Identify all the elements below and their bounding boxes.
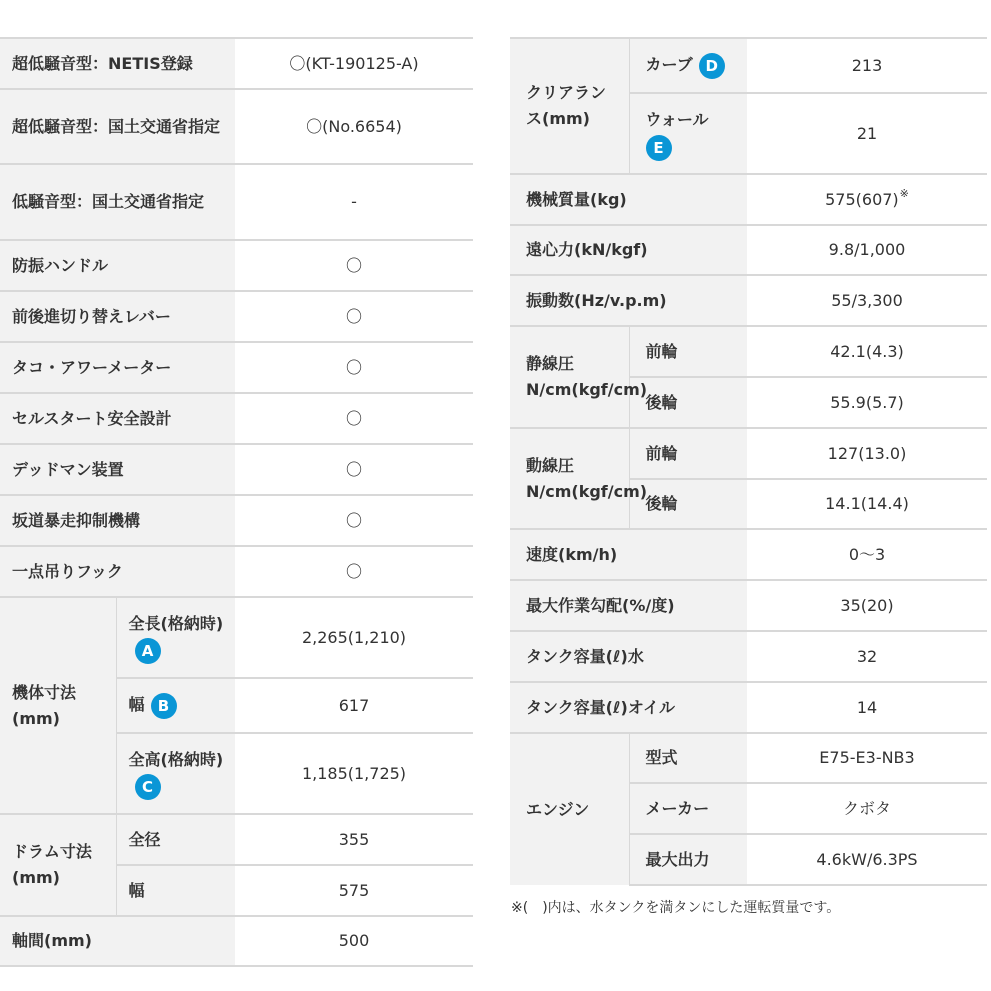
row-value: 〇 — [235, 444, 473, 495]
row-value: 〇(No.6654) — [235, 89, 473, 164]
row-value: 575(607) — [825, 189, 899, 209]
sub-label: メーカー — [629, 783, 747, 834]
row-value: 21 — [747, 93, 987, 174]
table-row — [510, 580, 987, 631]
spec-table-left — [0, 37, 473, 967]
table-row — [510, 682, 987, 733]
table-row — [0, 495, 473, 546]
row-label: 遠心力(kN/kgf) — [510, 225, 747, 275]
row-value: 1,185(1,725) — [235, 733, 473, 814]
row-value: E75-E3-NB3 — [747, 733, 987, 783]
row-label: タンク容量(ℓ)水 — [510, 631, 747, 682]
sub-label: 前輪 — [629, 326, 747, 377]
badge-e-icon: E — [646, 135, 672, 161]
row-value: 42.1(4.3) — [747, 326, 987, 377]
sub-label: 全長(格納時) — [128, 614, 224, 634]
group-label: クリアランス(mm) — [510, 38, 629, 174]
row-label: タコ・アワーメーター — [0, 342, 235, 393]
row-value: 〇 — [235, 393, 473, 444]
sub-label: 前輪 — [629, 428, 747, 479]
sub-label-cell — [629, 38, 747, 93]
row-value: クボタ — [747, 783, 987, 834]
row-value: 500 — [235, 916, 473, 966]
row-value: 213 — [747, 38, 987, 93]
note-mark: ※ — [899, 186, 909, 200]
row-value: - — [235, 164, 473, 240]
row-value: 〇 — [235, 291, 473, 342]
sub-label: 幅 — [128, 695, 145, 715]
table-row — [0, 814, 473, 865]
row-label: 超低騒音型：NETIS登録 — [0, 38, 235, 89]
row-value: 9.8/1,000 — [747, 225, 987, 275]
row-value-cell — [747, 174, 987, 225]
row-value: 127(13.0) — [747, 428, 987, 479]
sub-label: 幅 — [116, 865, 235, 916]
spec-table-right — [510, 37, 987, 886]
group-label: 動線圧N/cm(kgf/cm) — [510, 428, 629, 529]
row-value: 14 — [747, 682, 987, 733]
table-row — [510, 38, 987, 93]
row-label: 坂道暴走抑制機構 — [0, 495, 235, 546]
table-row — [0, 240, 473, 291]
table-row — [510, 631, 987, 682]
row-value: 〇 — [235, 240, 473, 291]
table-row — [0, 444, 473, 495]
row-value: 32 — [747, 631, 987, 682]
group-label: 静線圧N/cm(kgf/cm) — [510, 326, 629, 428]
row-value: 4.6kW/6.3PS — [747, 834, 987, 885]
row-value: 35(20) — [747, 580, 987, 631]
table-row — [510, 225, 987, 275]
sub-label: 後輪 — [629, 479, 747, 529]
row-label: 前後進切り替えレバー — [0, 291, 235, 342]
row-value: 0〜3 — [747, 529, 987, 580]
badge-d-icon: D — [699, 53, 725, 79]
badge-c-icon: C — [135, 774, 161, 800]
sub-label: 全高(格納時) — [128, 750, 224, 770]
table-row — [510, 326, 987, 377]
row-label: 一点吊りフック — [0, 546, 235, 597]
row-value: 〇(KT-190125-A) — [235, 38, 473, 89]
row-value: 〇 — [235, 495, 473, 546]
table-row — [0, 916, 473, 966]
row-value: 55/3,300 — [747, 275, 987, 326]
row-label: 機械質量(kg) — [510, 174, 747, 225]
badge-a-icon: A — [135, 638, 161, 664]
sub-label: 型式 — [629, 733, 747, 783]
table-row — [0, 89, 473, 164]
table-row — [510, 733, 987, 783]
table-row — [510, 275, 987, 326]
row-value: 〇 — [235, 546, 473, 597]
table-row — [0, 291, 473, 342]
sub-label: 全径 — [116, 814, 235, 865]
row-value: 14.1(14.4) — [747, 479, 987, 529]
row-label: 超低騒音型：国土交通省指定 — [0, 89, 235, 164]
sub-label-cell — [629, 93, 747, 174]
table-row — [510, 174, 987, 225]
table-row — [0, 546, 473, 597]
table-row — [0, 393, 473, 444]
sub-label: 後輪 — [629, 377, 747, 428]
row-label: デッドマン装置 — [0, 444, 235, 495]
row-value: 355 — [235, 814, 473, 865]
table-row — [0, 38, 473, 89]
footnote: ※( )内は、水タンクを満タンにした運転質量です。 — [511, 900, 841, 916]
group-label: ドラム寸法(mm) — [0, 814, 116, 916]
group-label: エンジン — [510, 733, 629, 885]
row-label: 振動数(Hz/v.p.m) — [510, 275, 747, 326]
sub-label: 最大出力 — [629, 834, 747, 885]
group-label: 機体寸法(mm) — [0, 597, 116, 814]
row-label: タンク容量(ℓ)オイル — [510, 682, 747, 733]
sub-label-cell — [116, 678, 235, 733]
table-row — [0, 164, 473, 240]
row-label: 防振ハンドル — [0, 240, 235, 291]
row-value: 55.9(5.7) — [747, 377, 987, 428]
row-value: 〇 — [235, 342, 473, 393]
row-label: セルスタート安全設計 — [0, 393, 235, 444]
row-value: 575 — [235, 865, 473, 916]
row-label: 軸間(mm) — [0, 916, 235, 966]
table-row — [0, 597, 473, 678]
sub-label: ウォール — [645, 109, 709, 129]
table-row — [0, 342, 473, 393]
row-label: 速度(km/h) — [510, 529, 747, 580]
row-label: 最大作業勾配(%/度) — [510, 580, 747, 631]
table-row — [510, 529, 987, 580]
row-value: 617 — [235, 678, 473, 733]
table-row — [510, 428, 987, 479]
row-value: 2,265(1,210) — [235, 597, 473, 678]
badge-b-icon: B — [151, 693, 177, 719]
sub-label-cell — [116, 733, 235, 814]
sub-label: カーブ — [645, 55, 693, 75]
sub-label-cell — [116, 597, 235, 678]
row-label: 低騒音型：国土交通省指定 — [0, 164, 235, 240]
